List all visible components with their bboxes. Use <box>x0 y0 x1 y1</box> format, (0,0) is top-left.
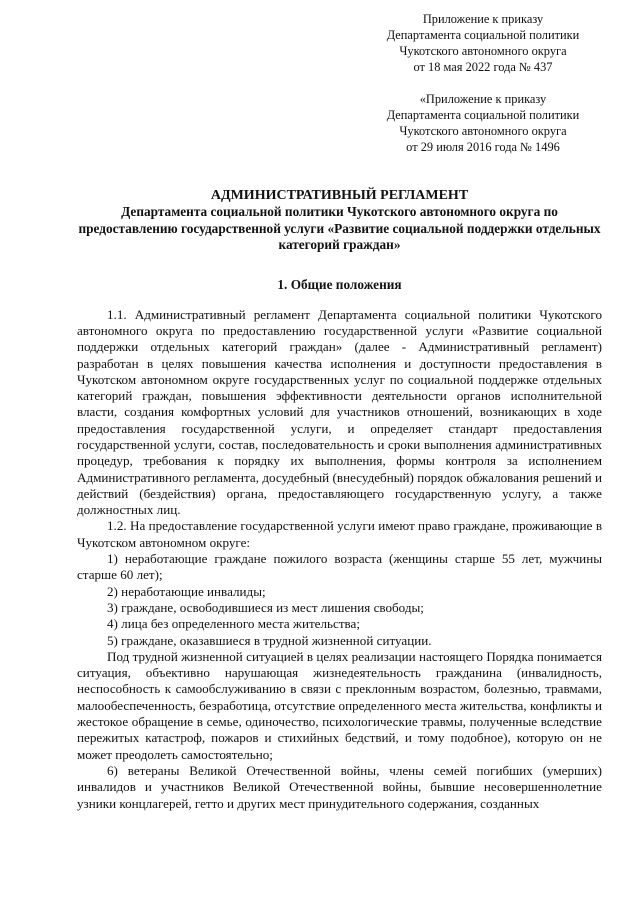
paragraph-1-1: 1.1. Административный регламент Департамента социальной политики Чукотского автономного округа по предоставлению государственной услуги «Развитие социальной поддержки отдельных категорий граждан» (далее - Административный регламент) разработан в целях повышения качества исполнения и доступности предоставления в Чукотском автономном округе государственных услуг по социальной поддержке отдельных категорий граждан, повышения эффективности деятельности органов исполнительной власти, создания комфортных условий для участников отношений, возникающих в ходе предоставления государственной услуги, и определяет стандарт предоставления государственной услуги, состав, последовательность и сроки выполнения административных процедур, требования к порядку их выполнения, формы контроля за исполнением Административного регламента, досудебный (внесудебный) порядок обжалования решений и действий (бездействия) органа, предоставляющего государственную услугу, а также должностных лиц. <box>77 306 602 518</box>
paragraph-1-2: 1.2. На предоставление государственной услуги имеют право граждане, проживающие в Чукотском автономном округе: <box>77 518 602 550</box>
list-item: 5) граждане, оказавшиеся в трудной жизненной ситуации. <box>107 632 432 648</box>
approval-stamp-previous <box>365 91 601 155</box>
paragraph-hardship-definition: Под трудной жизненной ситуацией в целях реализации настоящего Порядка понимается ситуация, объективно нарушающая жизнедеятельность гражданина (инвалидность, неспособность к самообслуживанию в связи с преклонным возрастом, болезнью, травмами, малообеспеченность, безработица, отсутствие определенного места жительства, конфликты и жестокое обращение в семье, одиночество, психологические травмы, полученные вследствие пережитых катастроф, пожаров и стихийных бедствий, и тому подобное), которую он не может преодолеть самостоятельно; <box>77 648 602 762</box>
approval-date: от 29 июля 2016 года № 1496 <box>406 140 560 154</box>
approval-line: Приложение к приказу <box>422 12 544 26</box>
approval-line: «Приложение к приказу <box>419 92 547 106</box>
list-item: 3) граждане, освободившиеся из мест лишения свободы; <box>107 599 424 615</box>
list-item: 1) неработающие граждане пожилого возраста (женщины старше 55 лет, мужчины старше 60 лет); <box>77 551 602 583</box>
list-item: 6) ветераны Великой Отечественной войны, члены семей погибших (умерших) инвалидов и участников Великой Отечественной войны, бывшие несовершеннолетние узники концлагерей, гетто и других мест принудительного содержания, созданных <box>77 762 602 811</box>
approval-line: Чукотского автономного округа <box>399 44 567 58</box>
document-subtitle: Департамента социальной политики Чукотского автономного округа по предоставлению государственной услуги «Развитие социальной поддержки отдельных категорий граждан» <box>78 204 601 253</box>
section-title: 1. Общие положения <box>277 276 402 292</box>
approval-line: Чукотского автономного округа <box>399 124 567 138</box>
approval-stamp-current <box>365 0 601 75</box>
list-item: 2) неработающие инвалиды; <box>107 583 266 599</box>
list-item: 4) лица без определенного места жительства; <box>107 616 360 632</box>
approval-line: Департамента социальной политики <box>386 108 580 122</box>
approval-line: Департамента социальной политики <box>386 28 580 42</box>
approval-date: от 18 мая 2022 года № 437 <box>413 60 553 74</box>
document-title: АДМИНИСТРАТИВНЫЙ РЕГЛАМЕНТ <box>210 188 469 203</box>
